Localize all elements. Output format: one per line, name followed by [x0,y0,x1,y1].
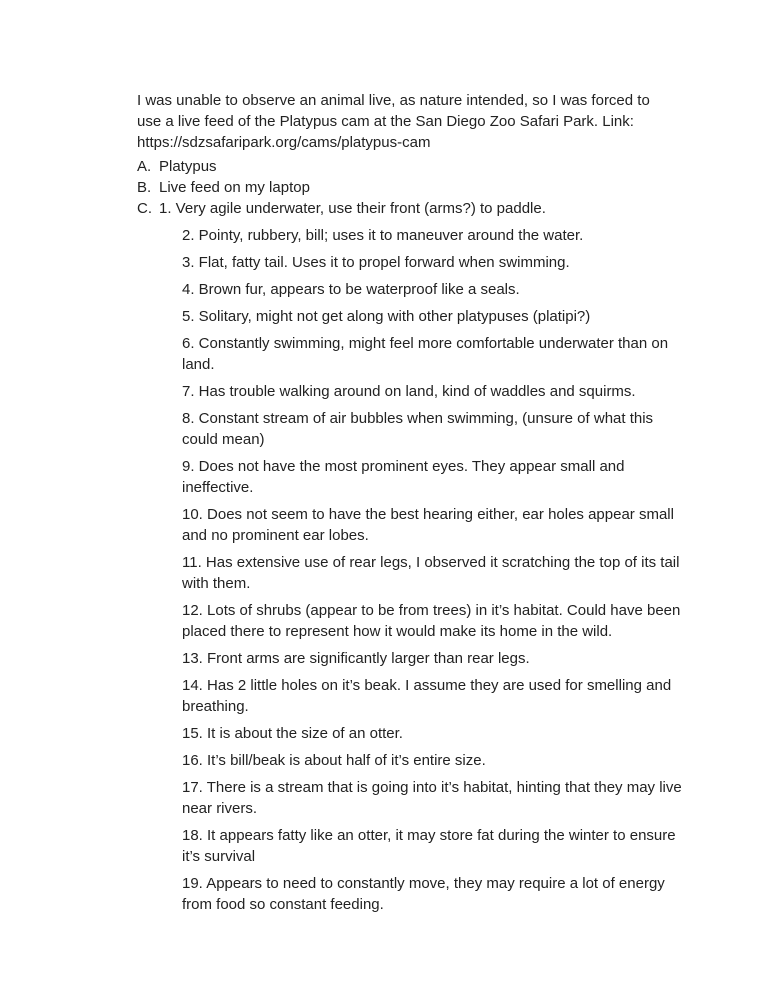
lettered-list-item [137,198,662,219]
observation-item: 15. It is about the size of an otter. [182,725,403,742]
list-marker: A. [137,158,152,175]
observation-item: 7. Has trouble walking around on land, kind of waddles and squirms. [182,383,636,400]
observation-item: 2. Pointy, rubbery, bill; uses it to maneuver around the water. [182,227,584,244]
observation-item: 10. Does not seem to have the best hearing either, ear holes appear small and no prominent ear lobes. [182,506,674,544]
document-page [137,90,682,915]
observation-list [137,225,682,915]
observation-item: 17. There is a stream that is going into it’s habitat, hinting that they may live near rivers. [182,779,682,817]
observation-item: 4. Brown fur, appears to be waterproof like a seals. [182,281,520,298]
observation-item: 3. Flat, fatty tail. Uses it to propel forward when swimming. [182,254,570,271]
list-item-text: Live feed on my laptop [159,179,310,196]
list-item-text: Platypus [159,158,217,175]
list-marker: C. [137,200,152,217]
list-marker: B. [137,179,152,196]
observation-item: 12. Lots of shrubs (appear to be from trees) in it’s habitat. Could have been placed there to represent how it would make its home in the wild. [182,602,681,640]
list-item-text: 1. Very agile underwater, use their front (arms?) to paddle. [159,200,546,217]
observation-item: 9. Does not have the most prominent eyes. They appear small and ineffective. [182,458,625,496]
observation-item: 5. Solitary, might not get along with other platypuses (platipi?) [182,308,591,325]
lettered-list [137,156,662,219]
observation-item: 18. It appears fatty like an otter, it may store fat during the winter to ensure it’s survival [182,827,676,865]
lettered-list-item [137,177,662,198]
intro-paragraph: I was unable to observe an animal live, as nature intended, so I was forced to use a live feed of the Platypus cam at the San Diego Zoo Safari Park. Link: https://sdzsafaripark.org/cams/platypus-cam [137,92,650,151]
observation-item: 6. Constantly swimming, might feel more comfortable underwater than on land. [182,335,669,373]
observation-item: 11. Has extensive use of rear legs, I observed it scratching the top of its tail with them. [182,554,680,592]
lettered-list-item [137,156,662,177]
observation-item: 14. Has 2 little holes on it’s beak. I assume they are used for smelling and breathing. [182,677,672,715]
observation-item: 19. Appears to need to constantly move, they may require a lot of energy from food so constant feeding. [182,875,665,913]
observation-item: 16. It’s bill/beak is about half of it’s entire size. [182,752,486,769]
observation-item: 8. Constant stream of air bubbles when swimming, (unsure of what this could mean) [182,410,654,448]
observation-item: 13. Front arms are significantly larger than rear legs. [182,650,530,667]
